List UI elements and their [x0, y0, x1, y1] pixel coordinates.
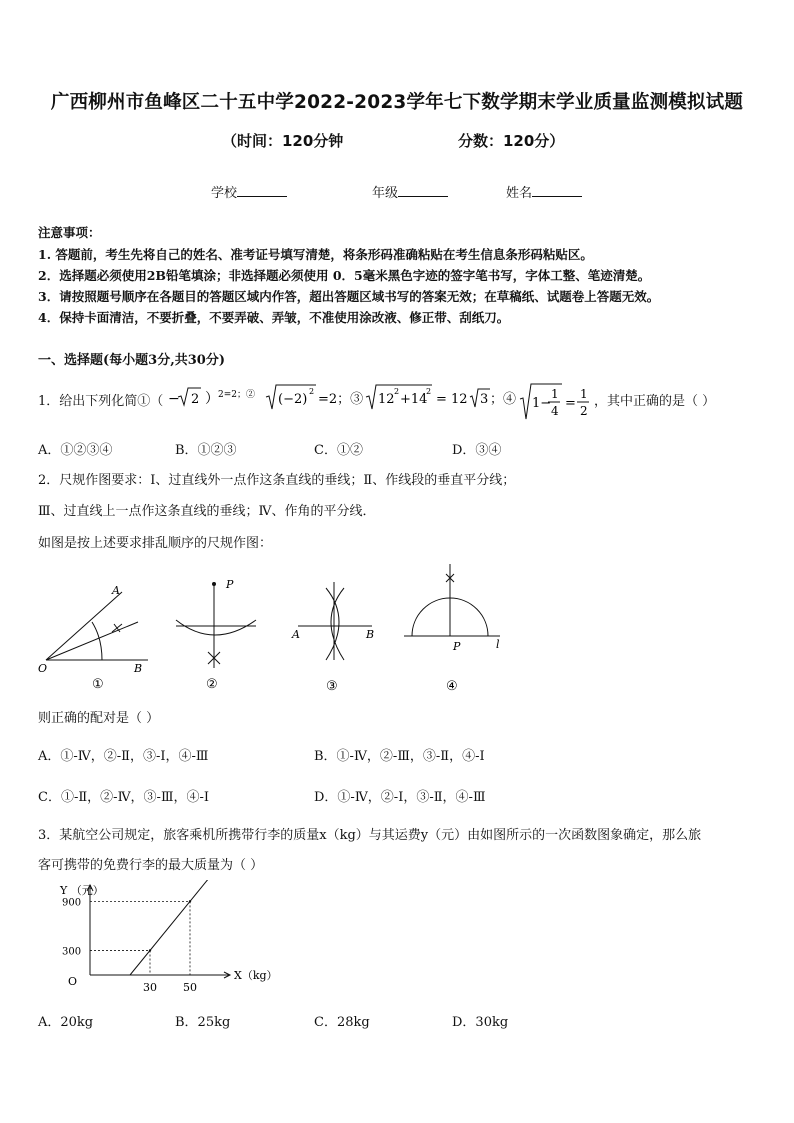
exponent: 2 — [394, 387, 400, 396]
q1-option-b[interactable]: B．①②③ — [175, 443, 237, 458]
label-b: B — [134, 662, 143, 675]
q2-line-2: Ⅲ、过直线上一点作这条直线的垂线；Ⅳ、作角的平分线． — [38, 504, 376, 519]
label-a: A — [112, 584, 120, 597]
q2-prompt: 则正确的配对是（ ） — [38, 711, 160, 726]
x-axis-label: X（kg） — [234, 969, 278, 982]
q3-option-c[interactable]: C．28kg — [314, 1015, 370, 1030]
data-point — [149, 949, 151, 951]
q1-part3-rhs: = 12 — [436, 392, 468, 407]
q3-line-2: 客可携带的免费行李的最大质量为（ ） — [38, 858, 264, 873]
exponent: 2 — [426, 387, 432, 396]
q2-line-1: 2．尺规作图要求：Ⅰ、过直线外一点作这条直线的垂线；Ⅱ、作线段的垂直平分线； — [38, 473, 516, 488]
sqrt-arg: 2 — [191, 392, 200, 407]
section-heading: 一、选择题(每小题3分,共30分) — [38, 353, 225, 368]
q2-constructions-figure — [30, 560, 530, 700]
radicand: 12 — [378, 392, 395, 407]
q1-part1-tail: 2=2；② — [218, 390, 255, 400]
sqrt-arg: 3 — [480, 392, 489, 407]
q3-function-chart — [38, 880, 278, 1000]
x-tick-label: 50 — [183, 981, 197, 994]
frac-numerator: 1 — [551, 387, 559, 401]
label-l: l — [496, 638, 500, 651]
exam-score: 分数：120分） — [458, 132, 565, 150]
q2-option-b[interactable]: B．①-Ⅳ，②-Ⅲ，③-Ⅱ，④-Ⅰ — [314, 749, 485, 764]
frac-numerator: 1 — [580, 387, 588, 401]
x-tick-label: 30 — [143, 981, 157, 994]
q1-prefix: 1．给出下列化简①（ — [38, 394, 164, 409]
label-p: P — [226, 578, 234, 591]
q1-option-a[interactable]: A．①②③④ — [38, 443, 113, 458]
q1-option-c[interactable]: C．①② — [314, 443, 363, 458]
figure-number: ② — [206, 677, 218, 692]
school-label: 学校 — [211, 186, 238, 201]
name-field — [506, 182, 582, 201]
notice-item: 3．请按照题号顺序在各题目的答题区域内作答，超出答题区域书写的答案无效；在草稿纸、试题卷上答题无效。 — [38, 289, 660, 304]
grade-blank[interactable] — [398, 183, 448, 197]
name-label: 姓名 — [506, 186, 533, 201]
label-o: O — [38, 662, 48, 675]
q1-part4-rhs: = — [565, 396, 576, 411]
q3-line-1: 3．某航空公司规定，旅客乘机所携带行李的质量x（kg）与其运费y（元）由如图所示的一次函数图象确定，那么旅 — [38, 828, 702, 843]
y-axis-label: Y （元） — [60, 884, 104, 897]
exam-time: （时间：120分钟 — [222, 132, 344, 150]
notice-item: 4．保持卡面清洁，不要折叠，不要弄破、弄皱，不准使用涂改液、修正带、刮纸刀。 — [38, 310, 510, 325]
figure-number: ① — [92, 677, 104, 692]
notice-item: 1. 答题前，考生先将自己的姓名、准考证号填写清楚，将条形码准确粘贴在考生信息条形码粘贴区。 — [38, 247, 593, 262]
radicand: +14 — [400, 392, 428, 407]
page-title: 广西柳州市鱼峰区二十五中学2022-2023学年七下数学期末学业质量监测模拟试题 — [50, 92, 744, 113]
q2-option-d[interactable]: D．①-Ⅳ，②-Ⅰ，③-Ⅱ，④-Ⅲ — [314, 790, 486, 805]
figure-4 — [404, 564, 500, 694]
frac-denominator: 2 — [580, 404, 588, 418]
grade-field — [372, 182, 448, 201]
q1-part3-tail: ；④ — [490, 392, 517, 407]
series-line — [130, 880, 214, 975]
q1-formula — [168, 383, 618, 423]
frac-denominator: 4 — [551, 404, 559, 418]
notice-item: 2．选择题必须使用2B铅笔填涂；非选择题必须使用 0．5毫米黑色字迹的签字笔书写，字体工整、笔迹清楚。 — [38, 268, 651, 283]
exponent: 2 — [309, 387, 315, 396]
figure-3 — [291, 582, 374, 694]
question-1 — [38, 390, 163, 409]
label-p: P — [453, 640, 461, 653]
figure-number: ③ — [326, 679, 338, 694]
school-blank[interactable] — [237, 183, 287, 197]
q3-option-a[interactable]: A．20kg — [38, 1015, 94, 1030]
notice-heading: 注意事项： — [38, 225, 101, 240]
figure-1 — [38, 584, 148, 692]
figure-number: ④ — [446, 679, 458, 694]
q2-option-c[interactable]: C．①-Ⅱ，②-Ⅳ，③-Ⅲ，④-Ⅰ — [38, 790, 210, 805]
label-a: A — [292, 628, 300, 641]
y-tick-label: 300 — [62, 946, 82, 958]
q1-option-d[interactable]: D．③④ — [452, 443, 502, 458]
svg-text:）: ） — [205, 391, 219, 407]
q1-suffix: ，其中正确的是（ ） — [594, 394, 716, 409]
grade-label: 年级 — [372, 186, 399, 201]
q3-option-b[interactable]: B．25kg — [175, 1015, 231, 1030]
q1-part2-rhs: =2；③ — [318, 392, 364, 407]
data-point — [189, 900, 191, 902]
y-tick-label: 900 — [62, 897, 82, 909]
q2-line-3: 如图是按上述要求排乱顺序的尺规作图： — [38, 536, 273, 551]
svg-text:−: − — [168, 391, 180, 407]
radicand: (−2) — [278, 392, 308, 407]
figure-2 — [176, 578, 256, 692]
name-blank[interactable] — [532, 183, 582, 197]
origin-label: O — [68, 975, 78, 988]
q1-one-minus: 1− — [532, 396, 552, 411]
label-b: B — [366, 628, 375, 641]
school-field — [211, 182, 287, 201]
q3-option-d[interactable]: D．30kg — [452, 1015, 509, 1030]
q2-option-a[interactable]: A．①-Ⅳ，②-Ⅱ，③-Ⅰ，④-Ⅲ — [38, 749, 209, 764]
